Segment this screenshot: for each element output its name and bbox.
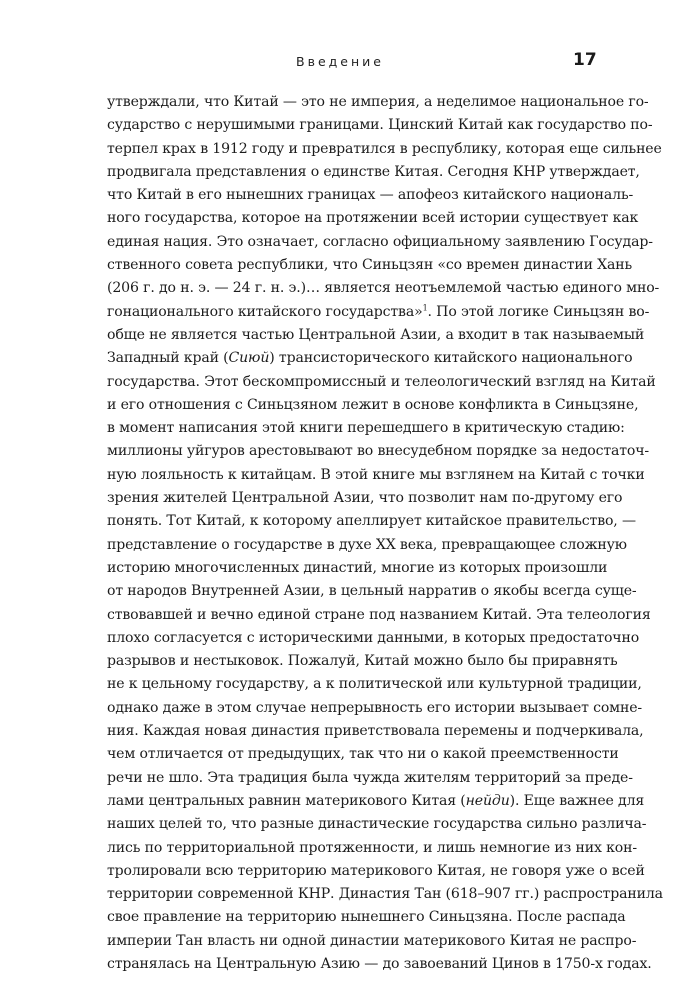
text-line (107, 580, 637, 603)
running-header (0, 50, 693, 74)
text-line (107, 906, 626, 929)
text-segment: ственного совета республики, что Синьцзян «со времен династии Хань (107, 257, 633, 274)
text-line (107, 930, 637, 953)
text-line (107, 487, 623, 510)
text-segment: историю многочисленных династий, многие из которых произошли (107, 559, 608, 576)
text-segment: представление о государстве в духе XX века, превращающее сложную (107, 536, 627, 553)
text-segment: лись по территориальной протяженности, и лишь немногие из них кон- (107, 839, 637, 856)
text-line (107, 767, 633, 790)
text-line (107, 557, 608, 580)
text-line (107, 720, 644, 743)
text-segment: единая нация. Это означает, согласно официальному заявлению Государ- (107, 233, 653, 250)
text-line (107, 417, 625, 440)
text-line (107, 254, 633, 277)
text-segment: тролировали всю территорию материкового Китая, не говоря уже о всей (107, 862, 645, 879)
text-segment: ). Еще важнее для (509, 792, 645, 809)
text-line (107, 161, 640, 184)
text-segment: в момент написания этой книги перешедшего в критическую стадию: (107, 420, 625, 437)
text-segment: зрения жителей Центральной Азии, что позволит нам по-другому его (107, 490, 623, 507)
text-segment: разрывов и нестыковок. Пожалуй, Китай можно было бы приравнять (107, 653, 618, 670)
text-segment: ного государства, которое на протяжении всей истории существует как (107, 210, 639, 227)
text-line (107, 114, 653, 137)
body-paragraph (107, 91, 663, 976)
text-segment: сударство с нерушимыми границами. Цинский Китай как государство по- (107, 117, 653, 134)
text-segment: территории современной КНР. Династия Тан (618–907 гг.) распространила (107, 886, 663, 903)
text-segment: (206 г. до н. э. — 24 г. н. э.)… является неотъемлемой частью единого мно- (107, 280, 660, 297)
text-line (107, 813, 647, 836)
text-segment: Западный край ( (107, 350, 229, 367)
text-line (107, 464, 645, 487)
text-segment: утверждали, что Китай — это не империя, а неделимое национальное го- (107, 94, 649, 110)
text-segment: обще не является частью Центральной Азии, а входит в так называемый (107, 326, 645, 343)
text-line (107, 510, 636, 533)
text-segment: от народов Внутренней Азии, в цельный нарратив о якобы всегда суще- (107, 583, 637, 600)
text-line (107, 650, 618, 673)
text-line (107, 790, 645, 813)
text-line (107, 347, 633, 370)
text-line (107, 953, 652, 976)
text-segment: миллионы уйгуров арестовывают во внесудебном порядке за недостаточ- (107, 443, 650, 460)
text-line (107, 883, 663, 906)
text-line (107, 324, 645, 347)
text-line (107, 277, 660, 300)
text-segment: терпел крах в 1912 году и превратился в республику, которая еще сильнее (107, 140, 662, 157)
text-segment: речи не шло. Эта традиция была чужда жителям территорий за преде- (107, 769, 633, 786)
text-line (107, 184, 634, 207)
text-segment: ствовавшей и вечно единой стране под названием Китай. Эта телеология (107, 606, 651, 623)
text-segment: империи Тан власть ни одной династии материкового Китая не распро- (107, 932, 637, 949)
italic-term: Сиюй (228, 350, 270, 367)
text-line (107, 697, 643, 720)
text-line (107, 301, 650, 324)
text-line (107, 534, 627, 557)
text-segment: ния. Каждая новая династия приветствовала перемены и подчеркивала, (107, 723, 644, 740)
text-segment: чем отличается от предыдущих, так что ни о какой преемственности (107, 746, 619, 763)
text-segment: плохо согласуется с историческими данными, в которых предостаточно (107, 629, 640, 646)
page-number: 17 (573, 50, 597, 70)
text-segment: и его отношения с Синьцзяном лежит в основе конфликта в Синьцзяне, (107, 396, 639, 413)
text-line (107, 604, 651, 627)
text-line (107, 860, 645, 883)
text-segment: лами центральных равнин материкового Китая ( (107, 792, 466, 809)
text-segment: продвигала представления о единстве Китая. Сегодня КНР утверждает, (107, 163, 640, 180)
text-segment: ) трансисторического китайского национального (269, 350, 633, 367)
section-title: Введение (296, 54, 384, 69)
text-segment: однако даже в этом случае непрерывность его истории вызывает сомне- (107, 699, 643, 716)
text-segment: государства. Этот бескомпромиссный и телеологический взгляд на Китай (107, 373, 656, 390)
text-line (107, 627, 640, 650)
text-line (107, 371, 656, 394)
italic-term: нейди (465, 792, 510, 809)
text-line (107, 673, 642, 696)
text-line (107, 207, 639, 230)
text-line (107, 91, 649, 114)
text-segment: свое правление на территорию нынешнего Синьцзяна. После распада (107, 909, 626, 926)
text-segment: странялась на Центральную Азию — до завоеваний Цинов в 1750-х годах. (107, 955, 652, 972)
text-line (107, 138, 662, 161)
text-segment: что Китай в его нынешних границах — апофеоз китайского националь- (107, 187, 634, 204)
text-segment: гонационального китайского государства» (107, 303, 423, 320)
text-segment: не к цельному государству, а к политической или культурной традиции, (107, 676, 642, 693)
footnote-marker: 1 (422, 302, 428, 312)
text-line (107, 231, 653, 254)
text-segment: наших целей то, что разные династические государства сильно различа- (107, 816, 647, 833)
text-segment: ную лояльность к китайцам. В этой книге мы взглянем на Китай с точки (107, 466, 645, 483)
text-line (107, 394, 639, 417)
text-segment: понять. Тот Китай, к которому апеллирует китайское правительство, — (107, 513, 636, 530)
text-line (107, 743, 619, 766)
text-segment: . По этой логике Синьцзян во- (427, 303, 650, 320)
text-line (107, 440, 650, 463)
text-line (107, 837, 637, 860)
